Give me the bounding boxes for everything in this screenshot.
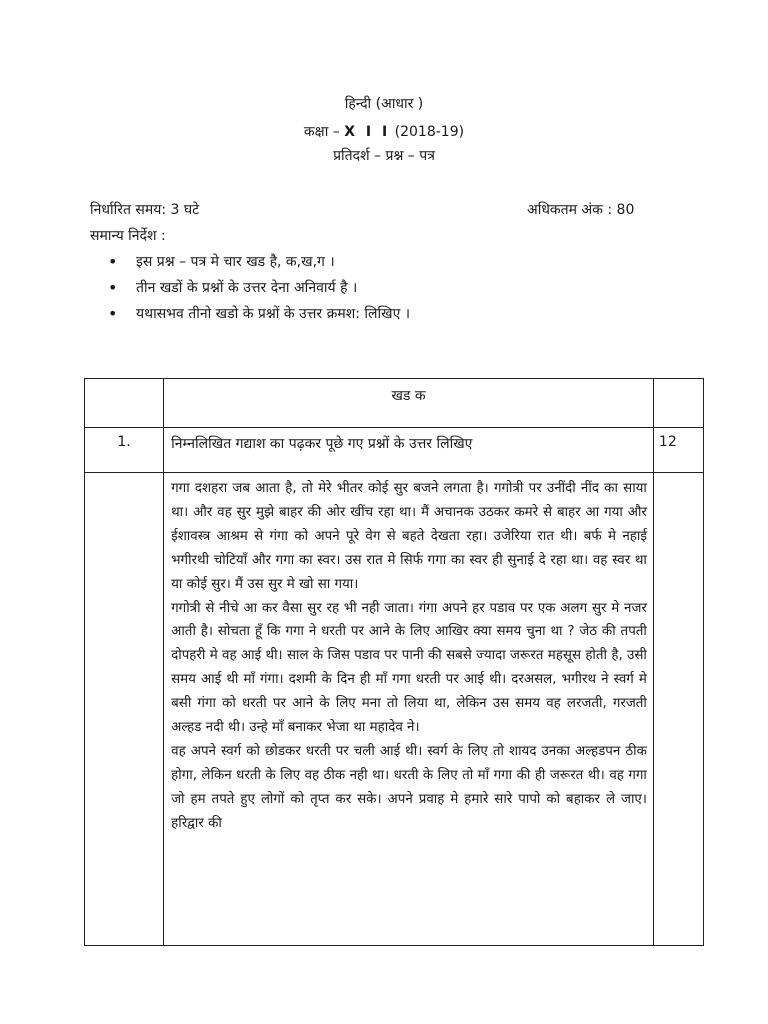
class-prefix: कक्षा – xyxy=(303,124,340,140)
section-row xyxy=(85,379,704,428)
passage-cell xyxy=(164,473,654,946)
class-value: X I I xyxy=(344,124,391,140)
passage-paragraph: गगोत्री से नीचे आ कर वैसा सुर रह भी नही जाता। गंगा अपने हर पडाव पर एक अलग सुर मे नजर आती है। सोचता हूँ कि गगा ने धरती पर आने के लिए आखिर क्या समय चुना था ? जेठ की तपती दोपहरी मे वह आई थी। साल के जिस पडाव पर पानी की सबसे ज्यादा जरूरत महसूस होती है, उसी समय आई थी माँ गंगा। दशमी के दिन ही माँ गगा धरती पर आई थी। दरअसल, भगीरथ ने स्वर्ग मे बसी गंगा को धरती पर आने के लिए मना तो लिया था, लेकिन उस समय वह लरजती, गरजती अल्हड नदी थी। उन्हे माँ बनाकर भेजा था महादेव ने। xyxy=(171,600,647,736)
empty-cell xyxy=(85,379,164,428)
section-title: खड क xyxy=(164,379,654,428)
max-marks: अधिकतम अंक : 80 xyxy=(527,202,635,218)
passage-row xyxy=(85,473,704,946)
question-number: 1. xyxy=(85,428,164,473)
instruction-item: • यथासभव तीनो खडो के प्रश्नों के उत्तर क्रमश: लिखिए । xyxy=(108,305,410,331)
paper-type-title: प्रतिदर्श – प्रश्न – पत्र xyxy=(333,148,435,164)
instruction-item: • तीन खडों के प्रश्नों के उत्तर देना अनिवार्य है । xyxy=(108,279,410,305)
question-row xyxy=(85,428,704,473)
empty-cell xyxy=(85,473,164,946)
instructions-list xyxy=(108,253,410,331)
question-marks: 12 xyxy=(653,428,703,473)
question-text: निम्नलिखित गद्याश का पढ़कर पूछे गए प्रश्नों के उत्तर लिखिए xyxy=(164,428,654,473)
empty-cell xyxy=(653,379,703,428)
passage-paragraph: वह अपने स्वर्ग को छोडकर धरती पर चली आई थी। स्वर्ग के लिए तो शायद उनका अल्हडपन ठीक होगा, लेकिन धरती के लिए वह ठीक नही था। धरती के लिए तो माँ गगा की ही जरूरत थी। वह गगा जो हम तपते हुए लोगों को तृप्त कर सके। अपने प्रवाह मे हमारे सारे पापो को बहाकर ले जाए। हरिद्वार की xyxy=(171,743,647,831)
class-year: (2018-19) xyxy=(394,124,465,140)
passage-paragraph: गगा दशहरा जब आता है, तो मेरे भीतर कोई सुर बजने लगता है। गगोत्री पर उनींदी नींद का साया था। और वह सुर मुझे बाहर की ओर खींच रहा था। मैं अचानक उठकर कमरे से बाहर आ गया और ईशावस्त्र आश्रम से गंगा को अपने पूरे वेग से बहते देखता रहा। उजेरिया रात थी। बर्फ मे नहाई भगीरथी चोटियाँ और गगा का स्वर। उस रात मे सिर्फ गगा का स्वर ही सुनाई दे रहा था। वह स्वर था या कोई सुर। मैं उस सुर मे खो सा गया। xyxy=(171,481,647,592)
instruction-item: • इस प्रश्न – पत्र मे चार खड है, क,ख,ग । xyxy=(108,253,410,279)
time-allowed: निर्धारित समय: 3 घटे xyxy=(90,202,200,218)
class-line xyxy=(0,123,768,141)
empty-cell xyxy=(653,473,703,946)
question-table xyxy=(84,378,704,946)
subject-title: हिन्दी (आधार ) xyxy=(344,96,424,112)
instructions-title: समान्य निर्देश : xyxy=(90,228,166,244)
